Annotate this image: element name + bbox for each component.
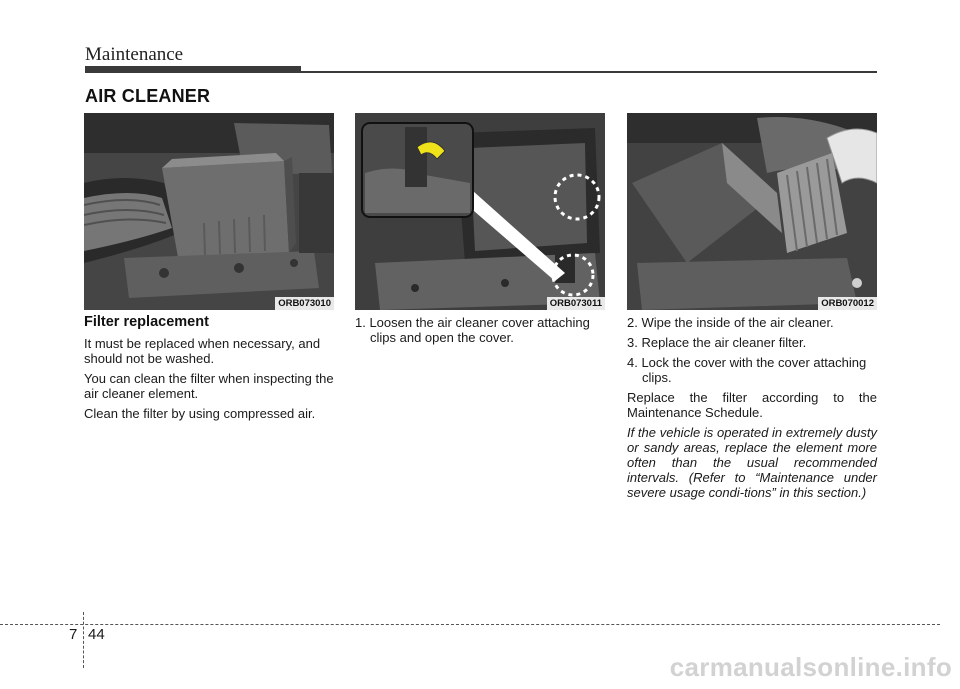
page-number: 44 xyxy=(88,626,105,643)
cover-clips-illustration xyxy=(355,113,605,310)
figure-air-cleaner-box xyxy=(84,113,334,310)
replace-filter-illustration xyxy=(627,113,877,310)
figure-code: ORB070012 xyxy=(818,297,877,310)
right-column xyxy=(627,315,877,505)
air-cleaner-illustration xyxy=(84,113,334,310)
step-item: 1. Loosen the air cleaner cover attaching clips and open the cover. xyxy=(355,315,590,345)
figure-cover-clips xyxy=(355,113,605,310)
step-item: 4. Lock the cover with the cover attaching clips. xyxy=(627,355,867,385)
figure-code: ORB073011 xyxy=(547,297,605,310)
header-rule-thin xyxy=(301,71,877,73)
paragraph: It must be replaced when necessary, and should not be washed. xyxy=(84,336,321,366)
middle-column xyxy=(355,315,605,350)
paragraph: Clean the filter by using compressed air. xyxy=(84,406,316,421)
figure-code: ORB073010 xyxy=(275,297,334,310)
footer-rule xyxy=(0,624,940,625)
filter-replacement-heading: Filter replacement xyxy=(84,314,209,330)
paragraph: Replace the filter according to the Maintenance Schedule. xyxy=(627,390,877,420)
section-title: AIR CLEANER xyxy=(85,86,211,106)
footer-divider xyxy=(83,612,84,668)
chapter-number: 7 xyxy=(69,626,78,643)
figure-replace-filter xyxy=(627,113,877,310)
step-item: 3. Replace the air cleaner filter. xyxy=(627,335,807,350)
header-rule-thick xyxy=(85,66,301,73)
left-column xyxy=(84,315,334,426)
paragraph: You can clean the filter when inspecting the air cleaner element. xyxy=(84,371,334,401)
italic-note: If the vehicle is operated in extremely dusty or sandy areas, replace the element more often than the usual recommended intervals. (Refer to “Maintenance under severe usage condi-tions” in this section.) xyxy=(627,425,877,500)
running-header: Maintenance xyxy=(85,44,184,65)
watermark-text: carmanualsonline.info xyxy=(669,652,952,682)
step-item: 2. Wipe the inside of the air cleaner. xyxy=(627,315,834,330)
